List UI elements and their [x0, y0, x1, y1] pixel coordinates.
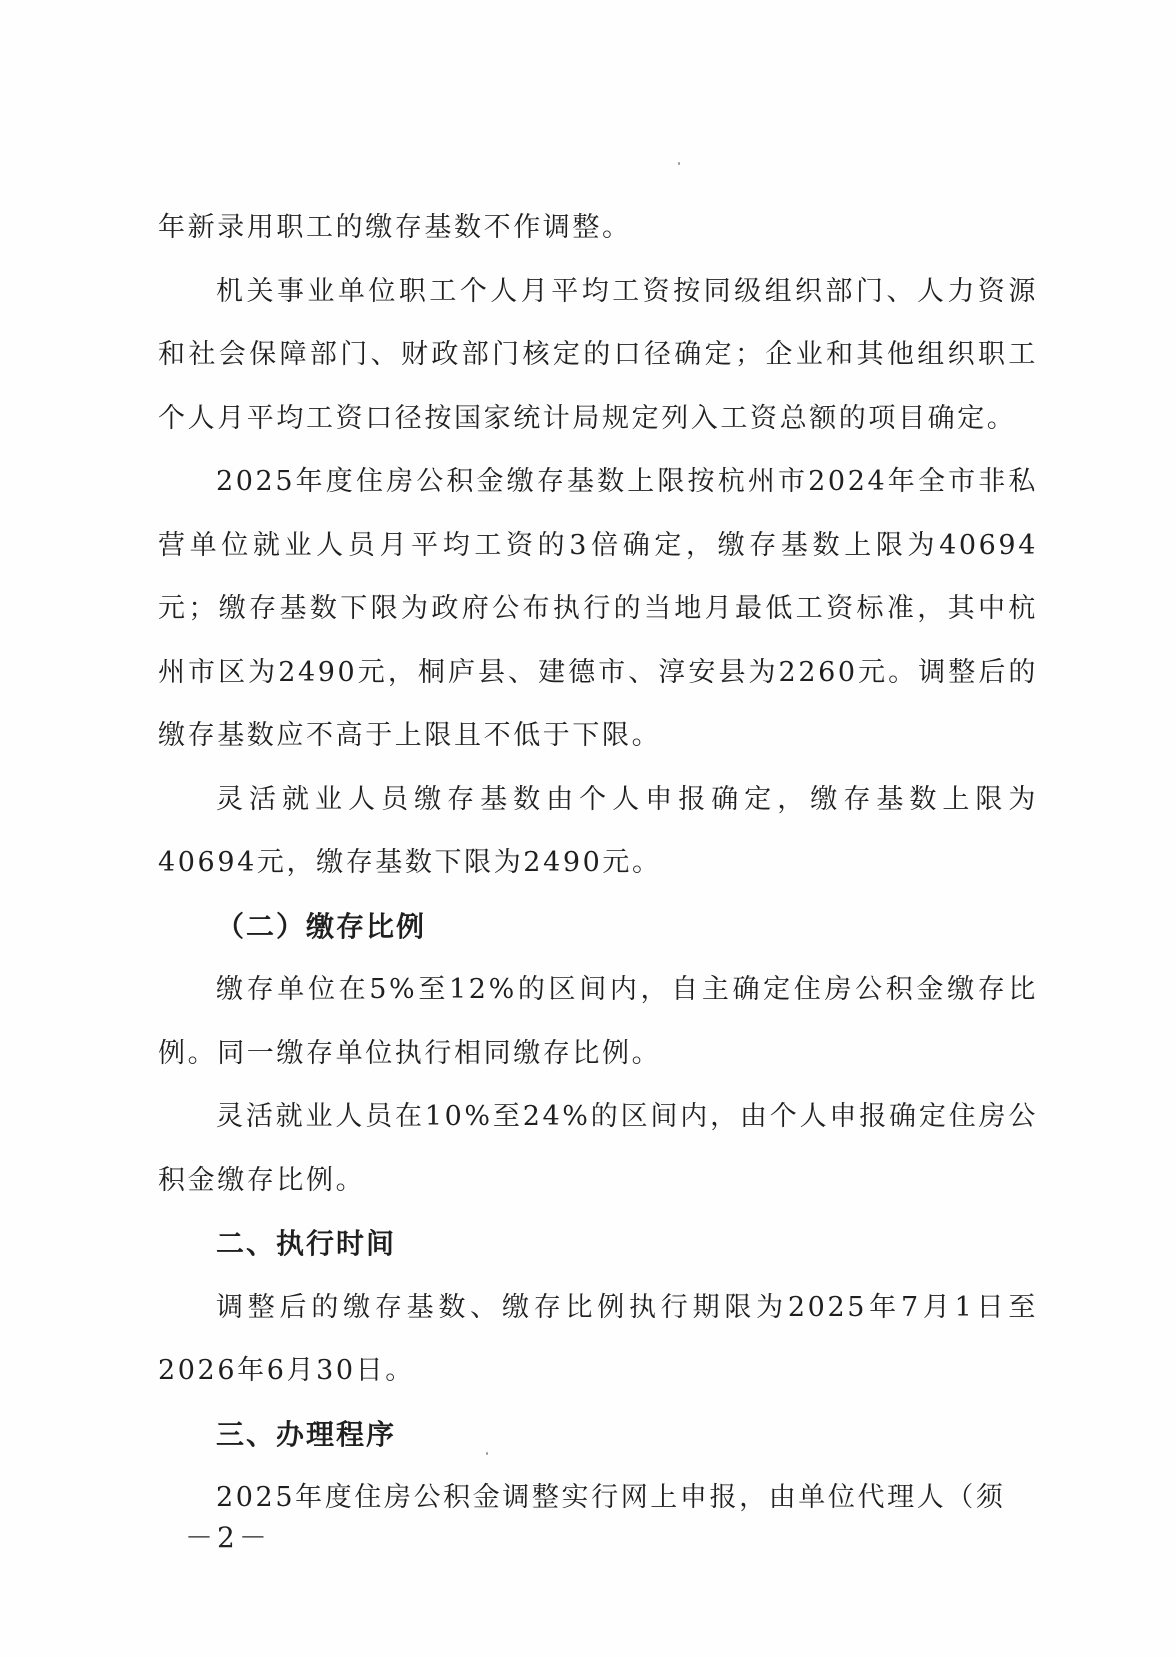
scan-speck [486, 1452, 488, 1455]
scan-speck [678, 162, 680, 165]
paragraph-flexible-ratio: 灵活就业人员在10%至24%的区间内，由个人申报确定住房公积金缴存比例。 [158, 1101, 1038, 1196]
paragraph-execution-period: 调整后的缴存基数、缴存比例执行期限为2025年7月1日至2026年6月30日。 [158, 1291, 1038, 1386]
paragraph-procedure: 2025年度住房公积金调整实行网上申报，由单位代理人（须 [216, 1482, 1006, 1513]
heading-execution-time: 二、执行时间 [216, 1227, 397, 1260]
paragraph-base-limits: 2025年度住房公积金缴存基数上限按杭州市2024年全市非私营单位就业人员月平均工资的3倍确定，缴存基数上限为40694元；缴存基数下限为政府公布执行的当地月最低工资标准，其中杭州市区为2490元，桐庐县、建德市、淳安县为2260元。调整后的缴存基数应不高于上限且不低于下限。 [158, 466, 1038, 751]
paragraph-continuation: 年新录用职工的缴存基数不作调整。 [158, 212, 632, 243]
paragraph-unit-ratio: 缴存单位在5%至12%的区间内，自主确定住房公积金缴存比例。同一缴存单位执行相同缴存比例。 [158, 974, 1038, 1069]
heading-contribution-ratio: （二）缴存比例 [216, 909, 427, 943]
document-body [158, 196, 1038, 1530]
page-number: －2－ [185, 1521, 271, 1554]
paragraph-salary-definition: 机关事业单位职工个人月平均工资按同级组织部门、人力资源和社会保障部门、财政部门核定的口径确定；企业和其他组织职工个人月平均工资口径按国家统计局规定列入工资总额的项目确定。 [158, 275, 1038, 434]
heading-procedure: 三、办理程序 [216, 1417, 397, 1451]
paragraph-flexible-base: 灵活就业人员缴存基数由个人申报确定，缴存基数上限为40694元，缴存基数下限为2490元。 [158, 783, 1038, 878]
